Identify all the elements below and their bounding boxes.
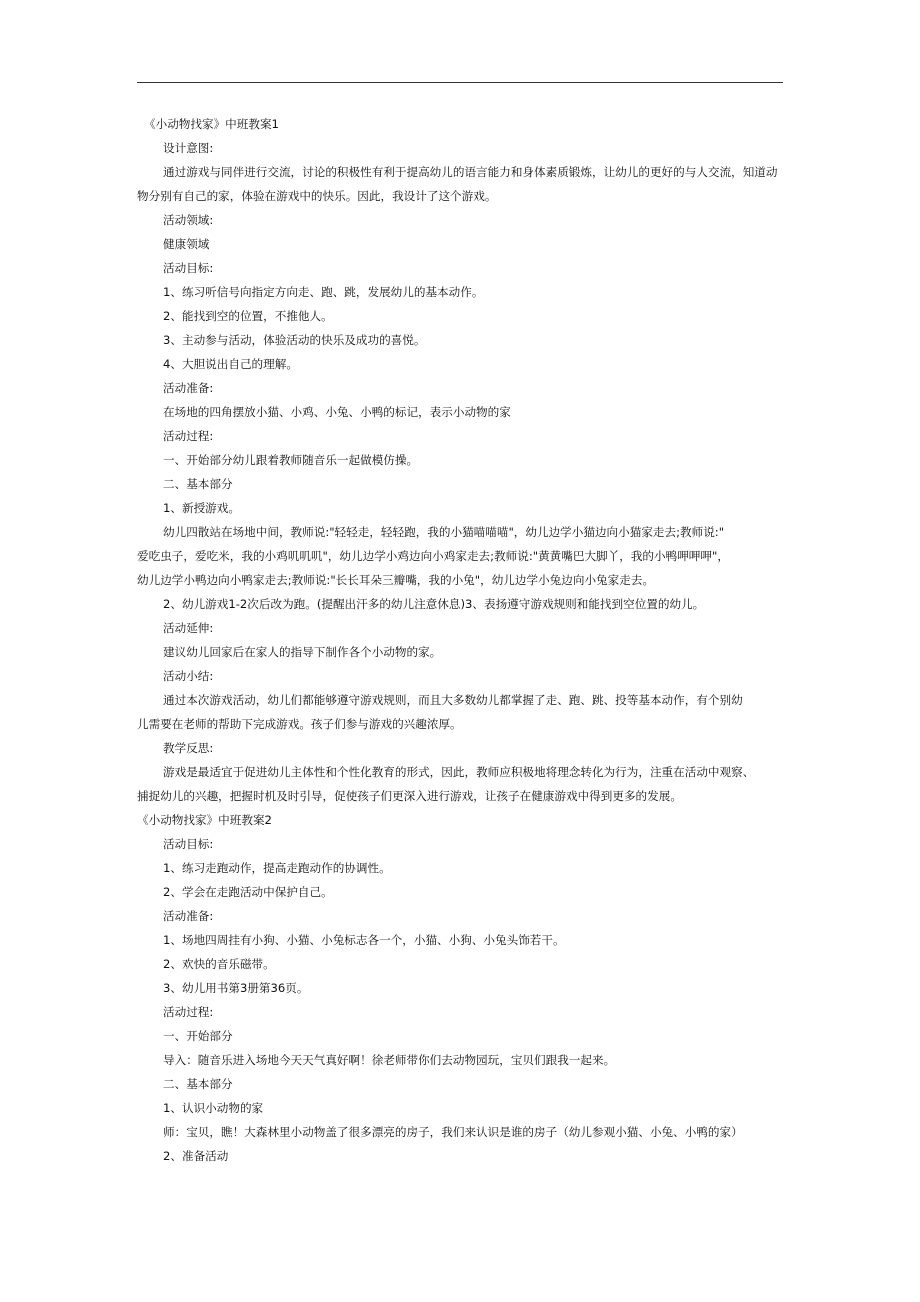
activity-goals-label: 活动目标: (163, 261, 214, 275)
goal-item: 2、能找到空的位置，不推他人。 (163, 309, 333, 323)
lesson1-title: 《小动物找家》中班教案1 (144, 117, 279, 131)
game-description-line: 爱吃虫子，爱吃米，我的小鸡叽叽叽"，幼儿边学小鸡边向小鸡家走去;教师说:"黄黄嘴巴大脚丫，我的小鸭呷呷呷"， (137, 549, 729, 563)
process-substep: 1、认识小动物的家 (163, 1101, 264, 1115)
activity-process-label: 活动过程: (163, 429, 214, 443)
design-intent-text: 通过游戏与同伴进行交流，讨论的积极性有利于提高幼儿的语言能力和身体素质锻炼，让幼儿的更好的与人交流，知道动物分别有自己的家，体验在游戏中的快乐。因此，我设计了这个游戏。 (137, 165, 778, 203)
goal-item: 1、练习走跑动作，提高走跑动作的协调性。 (163, 861, 391, 875)
process-intro: 导入：随音乐进入场地今天天气真好啊！徐老师带你们去动物园玩，宝贝们跟我一起来。 (163, 1053, 616, 1067)
activity-prep-label: 活动准备: (163, 381, 214, 395)
process-substep: 1、新授游戏。 (163, 501, 240, 515)
process-step: 二、基本部分 (163, 477, 233, 491)
activity-prep-text: 在场地的四角摆放小猫、小鸡、小兔、小鸭的标记，表示小动物的家 (163, 405, 511, 419)
activity-summary-line: 通过本次游戏活动，幼儿们都能够遵守游戏规则，而且大多数幼儿都掌握了走、跑、跳、投等基本动作，有个别幼 (163, 693, 743, 707)
prep-item: 2、欢快的音乐磁带。 (163, 957, 275, 971)
game-description-line: 幼儿边学小鸭边向小鸭家走去;教师说:"长长耳朵三瓣嘴，我的小兔"，幼儿边学小兔边向小兔家走去。 (137, 573, 655, 587)
activity-goals-label: 活动目标: (163, 837, 214, 851)
goal-item: 4、大胆说出自己的理解。 (163, 357, 298, 371)
activity-summary-line: 儿需要在老师的帮助下完成游戏。孩子们参与游戏的兴趣浓厚。 (137, 717, 462, 731)
process-substep: 2、幼儿游戏1-2次后改为跑。(提醒出汗多的幼儿注意休息)3、表扬遵守游戏规则和能找到空位置的幼儿。 (163, 597, 705, 611)
design-intent-label: 设计意图: (163, 141, 214, 155)
goal-item: 1、练习听信号向指定方向走、跑、跳，发展幼儿的基本动作。 (163, 285, 484, 299)
goal-item: 3、主动参与活动，体验活动的快乐及成功的喜悦。 (163, 333, 426, 347)
teaching-reflection-label: 教学反思: (163, 741, 214, 755)
process-step: 二、基本部分 (163, 1077, 233, 1091)
process-step: 一、开始部分幼儿跟着教师随音乐一起做模仿操。 (163, 453, 419, 467)
document-body (137, 112, 787, 1168)
teaching-reflection-line: 捕捉幼儿的兴趣，把握时机及时引导，促使孩子们更深入进行游戏，让孩子在健康游戏中得到更多的发展。 (137, 789, 682, 803)
activity-extension-label: 活动延伸: (163, 621, 214, 635)
activity-process-label: 活动过程: (163, 1005, 214, 1019)
activity-summary-label: 活动小结: (163, 669, 214, 683)
game-description-line: 幼儿四散站在场地中间，教师说:"轻轻走，轻轻跑，我的小猫喵喵喵"，幼儿边学小猫边向小猫家走去;教师说:" (163, 525, 725, 539)
goal-item: 2、学会在走跑活动中保护自己。 (163, 885, 333, 899)
prep-item: 3、幼儿用书第3册第36页。 (163, 981, 309, 995)
lesson2-title: 《小动物找家》中班教案2 (137, 813, 272, 827)
activity-extension-text: 建议幼儿回家后在家人的指导下制作各个小动物的家。 (163, 645, 442, 659)
activity-domain-value: 健康领域 (163, 237, 210, 251)
activity-domain-label: 活动领域: (163, 213, 214, 227)
process-step: 一、开始部分 (163, 1029, 233, 1043)
prep-item: 1、场地四周挂有小狗、小猫、小兔标志各一个，小猫、小狗、小兔头饰若干。 (163, 933, 565, 947)
process-substep-text: 师：宝贝，瞧！大森林里小动物盖了很多漂亮的房子，我们来认识是谁的房子（幼儿参观小猫、小兔、小鸭的家） (163, 1125, 743, 1139)
process-substep: 2、准备活动 (163, 1149, 229, 1163)
header-divider (137, 82, 783, 83)
activity-prep-label: 活动准备: (163, 909, 214, 923)
teaching-reflection-line: 游戏是最适宜于促进幼儿主体性和个性化教育的形式，因此，教师应积极地将理念转化为行为，注重在活动中观察、 (163, 765, 755, 779)
